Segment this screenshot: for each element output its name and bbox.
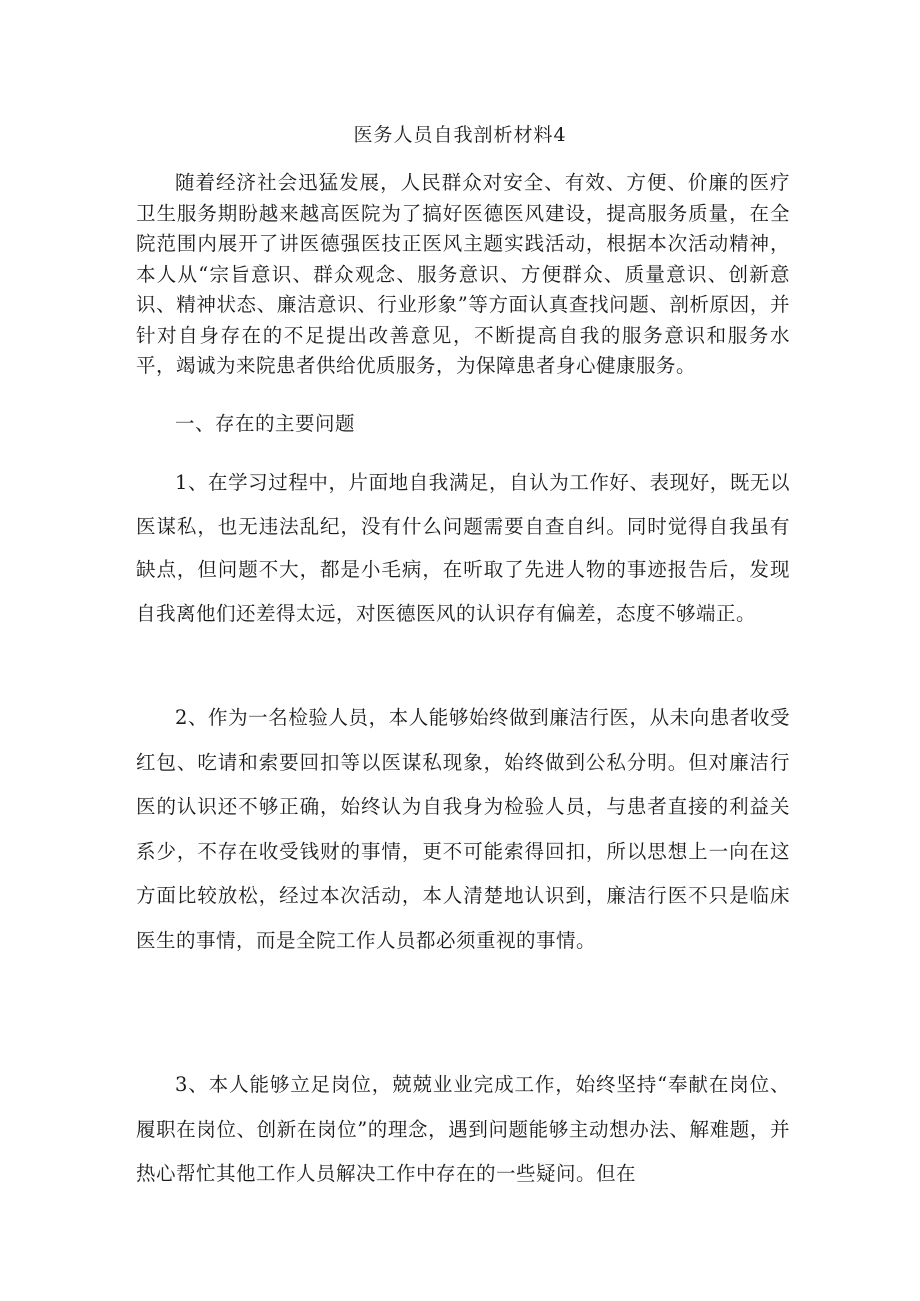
document-title: 医务人员自我剖析材料4 xyxy=(353,124,567,146)
item-paragraph-3: 3、本人能够立足岗位，兢兢业业完成工作，始终坚持“奉献在岗位、履职在岗位、创新在岗位”的理念，遇到问题能够主动想办法、解难题，并热心帮忙其他工作人员解决工作中存在的一些疑问。但在 xyxy=(136,1073,790,1185)
item-paragraph-1: 1、在学习过程中，片面地自我满足，自认为工作好、表现好，既无以医谋私，也无违法乱纪，没有什么问题需要自查自纠。同时觉得自我虽有缺点，但问题不大，都是小毛病，在听取了先进人物的事迹报告后，发现自我离他们还差得太远，对医德医风的认识存有偏差，态度不够端正。 xyxy=(136,471,790,625)
intro-paragraph: 随着经济社会迅猛发展，人民群众对安全、有效、方便、价廉的医疗卫生服务期盼越来越高医院为了搞好医德医风建设，提高服务质量，在全院范围内展开了讲医德强医技正医风主题实践活动，根据本次活动精神，本人从“宗旨意识、群众观念、服务意识、方便群众、质量意识、创新意识、精神状态、廉洁意识、行业形象”等方面认真查找问题、剖析原因，并针对自身存在的不足提出改善意见，不断提高自我的服务意识和服务水平，竭诚为来院患者供给优质服务，为保障患者身心健康服务。 xyxy=(136,171,790,377)
item-paragraph-2: 2、作为一名检验人员，本人能够始终做到廉洁行医，从未向患者收受红包、吃请和索要回扣等以医谋私现象，始终做到公私分明。但对廉洁行医的认识还不够正确，始终认为自我身为检验人员，与患者直接的利益关系少，不存在收受钱财的事情，更不可能索得回扣，所以思想上一向在这方面比较放松，经过本次活动，本人清楚地认识到，廉洁行医不只是临床医生的事情，而是全院工作人员都必须重视的事情。 xyxy=(136,706,790,952)
section-heading: 一、存在的主要问题 xyxy=(175,412,356,435)
